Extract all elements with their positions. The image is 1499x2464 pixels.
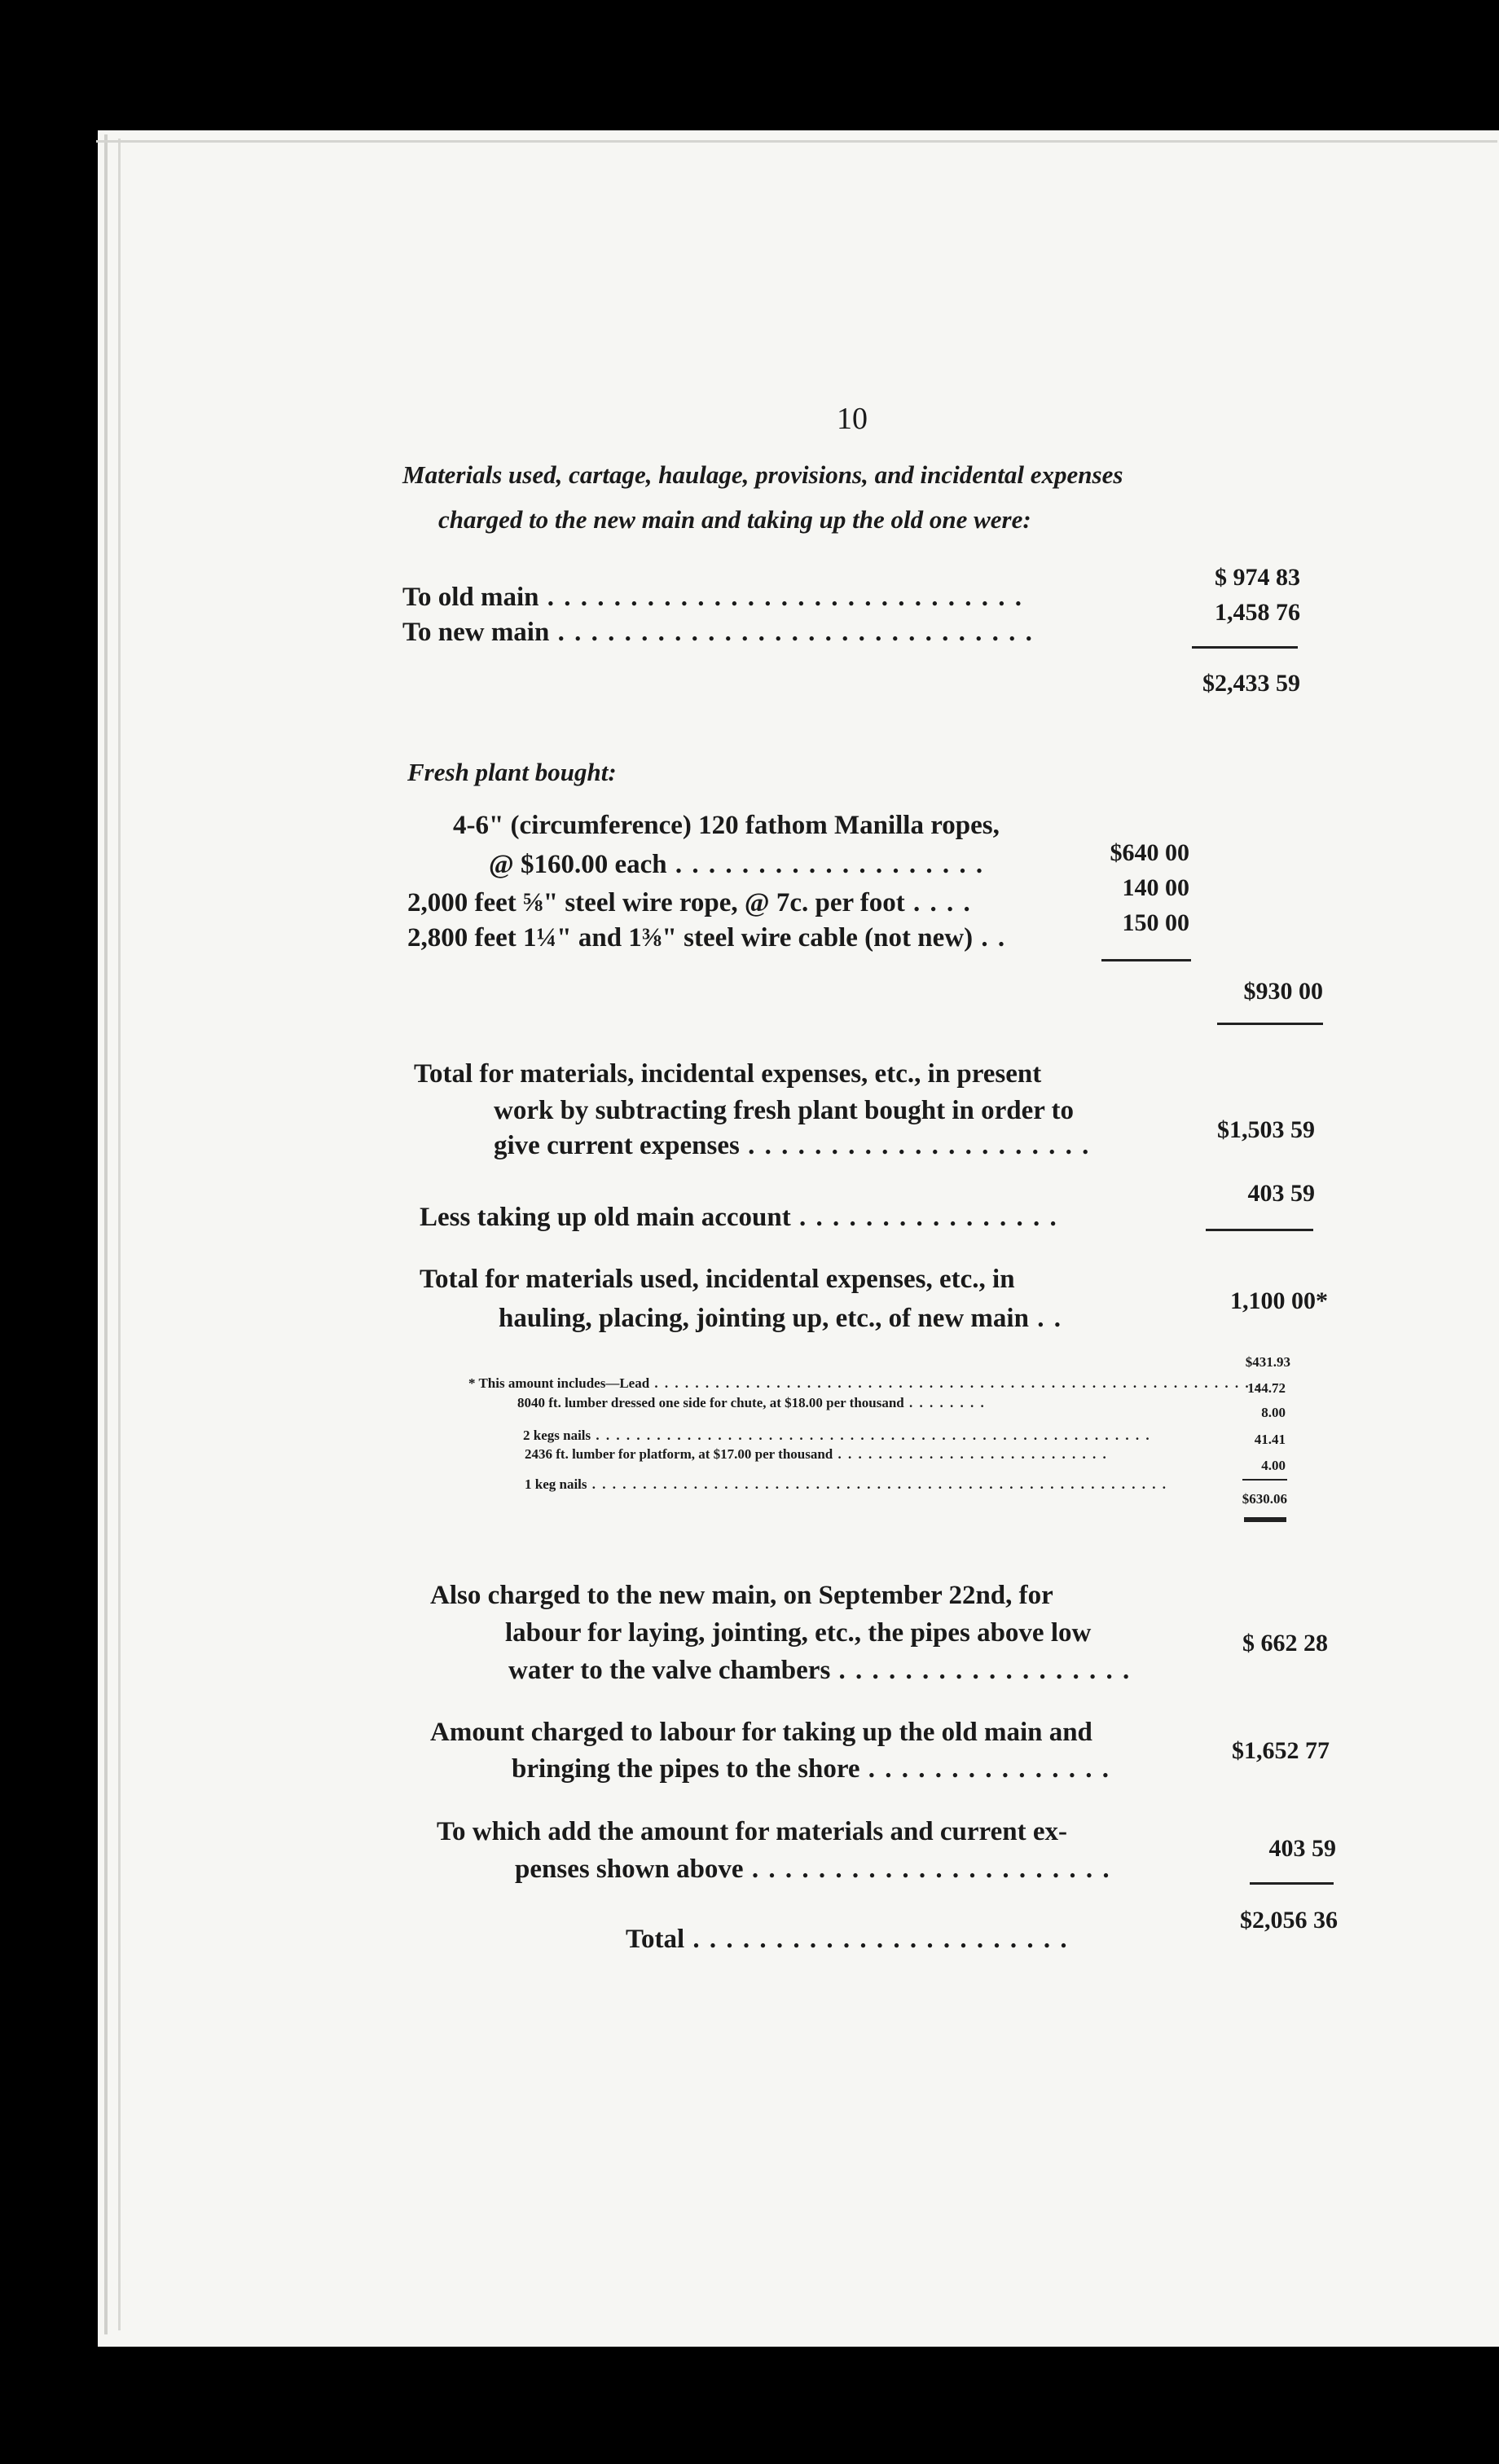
fresh-plant-item1-amount: $640 00: [1110, 839, 1189, 866]
add-materials-line1: To which add the amount for materials and current ex-: [437, 1817, 1067, 1846]
old-main-label: To old main . . . . . . . . . . . . . . . . . . . . . . . . . . . . .: [402, 583, 1024, 612]
add-materials-line2: penses shown above . . . . . . . . . . . . . . . . . . . . . .: [515, 1855, 1111, 1884]
fresh-plant-total: $930 00: [1243, 978, 1323, 1005]
less-old-main-amount: 403 59: [1247, 1180, 1315, 1207]
subtotal-rule: [1192, 646, 1298, 649]
footnote-rule: [1242, 1479, 1287, 1481]
fresh-plant-item2-amount: 140 00: [1122, 874, 1189, 901]
footnote-line4: 2436 ft. lumber for platform, at $17.00 per thousand . . . . . . . . . . . . . . . . . . . . . . . . . . .: [525, 1446, 1108, 1462]
grand-total-amount: $2,056 36: [1240, 1907, 1338, 1934]
footnote-line2: 8040 ft. lumber dressed one side for chute, at $18.00 per thousand . . . . . . . .: [517, 1395, 986, 1410]
also-charged-line2: labour for laying, jointing, etc., the pipes above low: [505, 1618, 1092, 1648]
fresh-plant-item1-line1: 4-6" (circumference) 120 fathom Manilla ropes,: [453, 811, 1000, 840]
add-materials-amount: 403 59: [1268, 1835, 1336, 1862]
less-old-main-label: Less taking up old main account . . . . . . . . . . . . . . . .: [420, 1203, 1058, 1232]
new-main-label: To new main . . . . . . . . . . . . . . . . . . . . . . . . . . . . .: [402, 618, 1034, 647]
footnote-line5-amount: 4.00: [1261, 1458, 1286, 1473]
amount-charged-line1: Amount charged to labour for taking up the old main and: [430, 1718, 1092, 1747]
grand-total-rule: [1250, 1882, 1334, 1885]
fresh-plant-total-rule: [1217, 1023, 1323, 1025]
amount-charged-amount: $1,652 77: [1232, 1737, 1330, 1764]
less-rule: [1206, 1229, 1313, 1231]
present-total-line2: work by subtracting fresh plant bought in order to: [494, 1096, 1075, 1125]
also-charged-line3: water to the valve chambers . . . . . . . . . . . . . . . . . .: [508, 1656, 1132, 1685]
present-total-amount: $1,503 59: [1217, 1116, 1315, 1143]
materials-used-line2: hauling, placing, jointing up, etc., of new main . .: [499, 1304, 1062, 1333]
mains-total: $2,433 59: [1202, 670, 1300, 697]
footnote-line2-amount: 144.72: [1247, 1380, 1286, 1396]
footnote-line4-amount: 41.41: [1254, 1432, 1286, 1447]
footnote-line1-amount: $431.93: [1245, 1354, 1290, 1370]
fresh-plant-rule: [1101, 959, 1191, 961]
fresh-plant-item3-amount: 150 00: [1122, 909, 1189, 936]
amount-charged-line2: bringing the pipes to the shore . . . . . . . . . . . . . . .: [512, 1754, 1111, 1784]
page-edge: [118, 139, 121, 2330]
footnote-total-double-rule: [1244, 1517, 1286, 1522]
materials-used-amount: 1,100 00*: [1230, 1287, 1328, 1314]
page-number: 10: [837, 402, 868, 436]
new-main-amount: 1,458 76: [1215, 599, 1300, 626]
footnote-line3: 2 kegs nails . . . . . . . . . . . . . . . . . . . . . . . . . . . . . . . . . . . . . . . . . . . . . . . . . . . . . . .: [523, 1428, 1151, 1443]
section-heading-line2: charged to the new main and taking up the old one were:: [438, 505, 1031, 534]
fresh-plant-item2: 2,000 feet ⅝" steel wire rope, @ 7c. per foot . . . .: [407, 888, 972, 917]
footnote-line3-amount: 8.00: [1261, 1405, 1286, 1420]
page-edge: [104, 134, 108, 2334]
page-edge: [96, 140, 1497, 143]
also-charged-line1: Also charged to the new main, on September 22nd, for: [430, 1581, 1053, 1610]
present-total-line1: Total for materials, incidental expenses, etc., in present: [414, 1059, 1042, 1089]
footnote-line5: 1 keg nails . . . . . . . . . . . . . . . . . . . . . . . . . . . . . . . . . . . . . . . . . . . . . . . . . . . . . . . . .: [525, 1476, 1168, 1492]
old-main-amount: $ 974 83: [1215, 564, 1300, 591]
grand-total-label: Total . . . . . . . . . . . . . . . . . . . . . . .: [626, 1925, 1069, 1954]
footnote-total: $630.06: [1242, 1491, 1287, 1507]
fresh-plant-heading: Fresh plant bought:: [407, 758, 617, 786]
also-charged-amount: $ 662 28: [1242, 1630, 1328, 1657]
fresh-plant-item1-line2: @ $160.00 each . . . . . . . . . . . . . . . . . . .: [489, 850, 985, 879]
section-heading-line1: Materials used, cartage, haulage, provisions, and incidental expenses: [402, 460, 1123, 489]
materials-used-line1: Total for materials used, incidental expenses, etc., in: [420, 1265, 1015, 1294]
footnote-line1: * This amount includes—Lead . . . . . . . . . . . . . . . . . . . . . . . . . . . . . . . . . . . . . . . . . . . . . . . . . . . . . . . . . . . .: [468, 1375, 1261, 1391]
present-total-line3: give current expenses . . . . . . . . . . . . . . . . . . . . .: [494, 1131, 1091, 1160]
fresh-plant-item3: 2,800 feet 1¼" and 1⅜" steel wire cable (not new) . .: [407, 923, 1007, 953]
